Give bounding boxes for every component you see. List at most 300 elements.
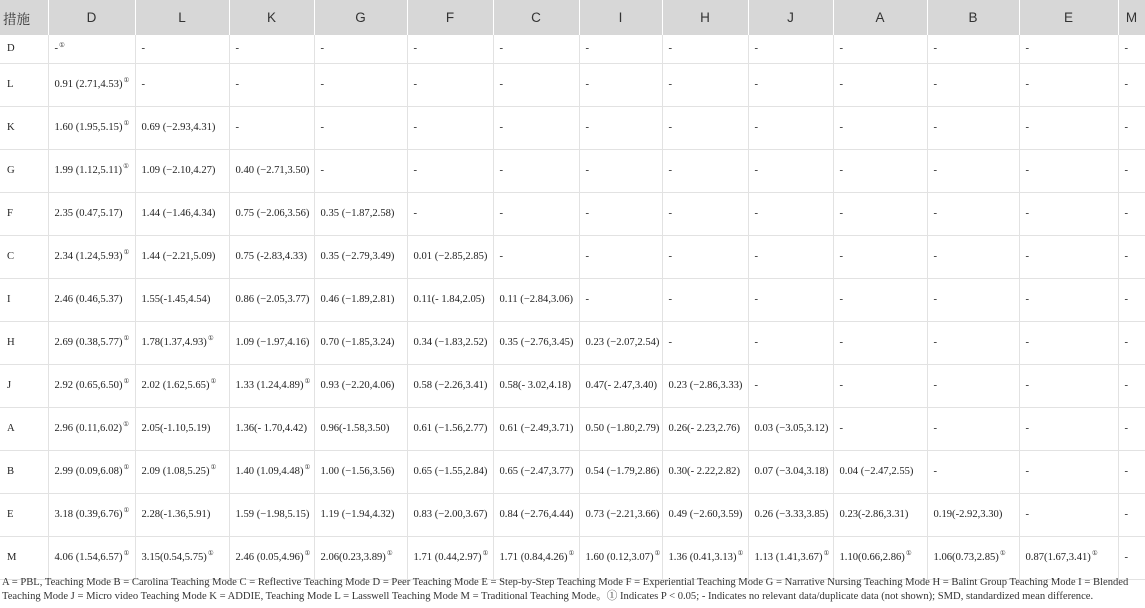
cell-value: - [1124,43,1129,55]
table-cell [1019,321,1118,364]
cell-value: 0.01 (−2.85,2.85) [413,251,488,262]
significance-marker: ① [210,464,217,472]
table-cell [662,278,748,321]
cell-value: 1.99 (1.12,5.11) [54,165,123,176]
table-cell [135,192,229,235]
table-row [0,493,1145,536]
significance-marker: ① [304,378,311,386]
row-label-a: A [0,407,48,450]
table-cell [407,493,493,536]
significance-marker: ① [737,550,744,558]
table-cell [662,149,748,192]
cell-value: - [839,122,844,133]
table-cell [1019,63,1118,106]
table-cell [662,493,748,536]
cell-value: - [1124,122,1129,133]
table-cell [1118,35,1145,63]
cell-value: 2.09 (1.08,5.25) [141,466,210,477]
table-cell [135,278,229,321]
header-col-b: B [927,0,1019,35]
table-cell [833,407,927,450]
significance-marker: ① [654,550,661,558]
cell-value: 0.11(- 1.84,2.05) [413,294,485,305]
row-label-f: F [0,192,48,235]
table-cell [48,321,135,364]
cell-value: 2.05(-1.10,5.19) [141,423,211,434]
cell-value: - [585,79,590,90]
table-cell [493,235,579,278]
table-cell [229,450,314,493]
cell-value: 1.36 (0.41,3.13) [668,552,737,563]
table-row [0,192,1145,235]
cell-value: 0.70 (−1.85,3.24) [320,337,395,348]
table-cell [135,149,229,192]
cell-value: - [668,43,673,55]
table-cell [662,106,748,149]
table-cell [662,364,748,407]
table-cell [748,450,833,493]
cell-value: - [413,122,418,133]
table-cell [927,450,1019,493]
cell-value: 2.69 (0.38,5.77) [54,337,123,348]
table-cell [48,536,135,579]
cell-value: - [668,165,673,176]
cell-value: - [413,208,418,219]
header-col-a: A [833,0,927,35]
table-cell [48,235,135,278]
cell-value: - [933,466,938,477]
cell-value: - [668,208,673,219]
table-row [0,35,1145,63]
table-cell [748,536,833,579]
table-cell [314,450,407,493]
table-cell [833,450,927,493]
cell-value: 4.06 (1.54,6.57) [54,552,123,563]
table-cell [314,321,407,364]
cell-value: - [1124,552,1129,563]
table-cell [1118,278,1145,321]
table-cell [229,536,314,579]
cell-value: 0.47(- 2.47,3.40) [585,380,657,391]
significance-marker: ① [123,464,130,472]
table-cell [229,106,314,149]
cell-value: - [1124,423,1129,434]
cell-value: - [668,337,673,348]
row-label-l: L [0,63,48,106]
table-row [0,536,1145,579]
significance-marker: ① [123,378,130,386]
table-cell [927,536,1019,579]
cell-value: 1.78(1.37,4.93) [141,337,207,348]
table-cell [927,63,1019,106]
significance-marker: ① [123,421,129,429]
table-cell [229,321,314,364]
table-cell [579,192,662,235]
table-cell [135,364,229,407]
cell-value: 0.35 (−2.79,3.49) [320,251,395,262]
table-cell [1118,106,1145,149]
table-cell [407,364,493,407]
cell-value: 1.06(0.73,2.85) [933,552,999,563]
cell-value: - [933,43,938,55]
table-row [0,364,1145,407]
table-cell [579,278,662,321]
table-cell [579,63,662,106]
cell-value: 0.34 (−1.83,2.52) [413,337,488,348]
cell-value: 0.04 (−2.47,2.55) [839,466,914,477]
cell-value: - [668,294,673,305]
cell-value: - [839,165,844,176]
cell-value: 0.93 (−2.20,4.06) [320,380,395,391]
table-cell [229,149,314,192]
row-label-h: H [0,321,48,364]
cell-value: 1.71 (0.44,2.97) [413,552,482,563]
table-cell [748,106,833,149]
header-col-f: F [407,0,493,35]
table-row [0,106,1145,149]
cell-value: - [1124,337,1129,348]
significance-marker: ① [123,507,130,515]
table-cell [1019,493,1118,536]
table-cell [927,149,1019,192]
table-cell [493,536,579,579]
cell-value: - [54,43,59,55]
table-cell [833,192,927,235]
table-cell [493,35,579,63]
table-cell [314,63,407,106]
cell-value: 0.50 (−1.80,2.79) [585,423,660,434]
table-cell [579,536,662,579]
cell-value: - [413,79,418,90]
table-cell [1019,536,1118,579]
cell-value: 1.10(0.66,2.86) [839,552,905,563]
cell-value: - [933,165,938,176]
table-cell [407,278,493,321]
table-cell [833,493,927,536]
cell-value: - [1124,466,1129,477]
cell-value: - [1124,79,1129,90]
cell-value: 1.09 (−2.10,4.27) [141,165,216,176]
table-cell [493,192,579,235]
table-cell [1019,364,1118,407]
table-cell [135,35,229,63]
table-cell [748,35,833,63]
cell-value: 2.02 (1.62,5.65) [141,380,210,391]
cell-value: 1.44 (−2.21,5.09) [141,251,216,262]
table-cell [927,35,1019,63]
table-cell [135,106,229,149]
cell-value: - [839,251,844,262]
table-cell [662,450,748,493]
table-cell [407,235,493,278]
cell-value: 1.59 (−1.98,5.15) [235,509,310,520]
cell-value: 3.18 (0.39,6.76) [54,509,123,520]
table-cell [927,192,1019,235]
table-cell [748,364,833,407]
cell-value: 2.96 (0.11,6.02) [54,423,123,434]
table-cell [833,106,927,149]
cell-value: 0.35 (−1.87,2.58) [320,208,395,219]
table-cell [229,192,314,235]
table-cell [748,407,833,450]
cell-value: 0.75 (-2.83,4.33) [235,251,307,262]
table-cell [833,536,927,579]
table-cell [579,149,662,192]
cell-value: 2.28(-1.36,5.91) [141,509,211,520]
table-cell [407,407,493,450]
table-footnote: A = PBL, Teaching Mode B = Carolina Teaching Mode C = Reflective Teaching Mode D = Peer Teaching Mode E = Step-by-Step Teaching Mode F = Experiential Teaching Mode G = Narrative Nursing Teaching Mode H = Balint Group Teaching Mode I = Blended Teaching Mode J = Micro video Teaching Mode K = ADDIE, Teaching Mode L = Lasswell Teaching Mode M = Traditional Teaching Mode。① Indicates P < 0.05; - Indicates no relevant data/duplicate data (not shown); SMD, standardized mean difference. [2,577,1129,602]
header-col-h: H [662,0,748,35]
header-col-m: M [1118,0,1145,35]
cell-value: - [585,294,590,305]
significance-marker: ① [823,550,830,558]
table-cell [927,106,1019,149]
cell-value: - [499,122,504,133]
header-col-j: J [748,0,833,35]
table-cell [1118,536,1145,579]
cell-value: 0.87(1.67,3.41) [1025,552,1091,563]
header-col-l: L [135,0,229,35]
table-cell [748,192,833,235]
cell-value: 0.73 (−2.21,3.66) [585,509,660,520]
header-measure: 措施 [0,0,48,35]
table-cell [1118,149,1145,192]
cell-value: - [1124,294,1129,305]
cell-value: - [413,43,418,55]
significance-marker: ① [123,249,130,257]
table-cell [927,235,1019,278]
cell-value: - [839,208,844,219]
table-body [0,35,1145,579]
cell-value: - [839,43,844,55]
table-cell [1019,106,1118,149]
table-cell [407,450,493,493]
cell-value: 2.35 (0.47,5.17) [54,208,123,219]
cell-value: - [754,43,759,55]
table-cell [579,493,662,536]
cell-value: - [933,208,938,219]
cell-value: - [585,165,590,176]
significance-marker: ① [207,550,214,558]
cell-value: - [933,380,938,391]
cell-value: 1.44 (−1.46,4.34) [141,208,216,219]
cell-value: - [1124,165,1129,176]
table-cell [927,364,1019,407]
table-cell [229,493,314,536]
table-cell [48,149,135,192]
table-cell [748,63,833,106]
cell-value: - [754,165,759,176]
table-cell [1019,35,1118,63]
cell-value: 0.61 (−2.49,3.71) [499,423,574,434]
header-col-g: G [314,0,407,35]
table-cell [229,35,314,63]
row-label-e: E [0,493,48,536]
cell-value: - [839,337,844,348]
table-cell [48,63,135,106]
significance-marker: ① [123,77,130,85]
header-col-d: D [48,0,135,35]
table-cell [493,321,579,364]
cell-value: 1.00 (−1.56,3.56) [320,466,395,477]
table-cell [493,106,579,149]
row-label-d: D [0,35,48,63]
significance-marker: ① [59,41,65,49]
table-cell [1019,149,1118,192]
cell-value: 0.69 (−2.93,4.31) [141,122,216,133]
table-cell [314,493,407,536]
cell-value: - [754,122,759,133]
significance-marker: ① [210,378,217,386]
cell-value: - [320,165,325,176]
table-cell [493,450,579,493]
cell-value: - [499,208,504,219]
table-cell [314,407,407,450]
row-label-i: I [0,278,48,321]
table-cell [662,35,748,63]
significance-marker: ① [304,550,311,558]
cell-value: - [1124,509,1129,520]
cell-value: - [754,337,759,348]
table-cell [1118,235,1145,278]
table-cell [314,536,407,579]
cell-value: 1.60 (0.12,3.07) [585,552,654,563]
table-cell [1019,235,1118,278]
table-row [0,278,1145,321]
table-cell [662,321,748,364]
table-cell [135,493,229,536]
cell-value: 0.23 (−2.07,2.54) [585,337,660,348]
cell-value: 1.55(-1.45,4.54) [141,294,211,305]
row-label-j: J [0,364,48,407]
cell-value: - [585,251,590,262]
significance-marker: ① [1091,550,1098,558]
table-cell [579,321,662,364]
cell-value: - [668,122,673,133]
table-cell [407,321,493,364]
table-cell [407,192,493,235]
cell-value: - [668,251,673,262]
cell-value: - [1025,380,1030,391]
table-cell [314,278,407,321]
cell-value: - [1124,380,1129,391]
cell-value: 0.11 (−2.84,3.06) [499,294,574,305]
cell-value: - [499,79,504,90]
table-cell [48,493,135,536]
table-cell [48,192,135,235]
table-cell [493,278,579,321]
table-cell [748,235,833,278]
cell-value: - [585,208,590,219]
table-cell [48,35,135,63]
table-cell [748,493,833,536]
cell-value: 0.84 (−2.76,4.44) [499,509,574,520]
table-cell [927,321,1019,364]
table-cell [662,235,748,278]
significance-marker: ① [905,550,912,558]
cell-value: 0.23 (−2.86,3.33) [668,380,743,391]
table-row [0,63,1145,106]
table-cell [407,106,493,149]
cell-value: - [933,294,938,305]
cell-value: 0.35 (−2.76,3.45) [499,337,574,348]
table-cell [493,407,579,450]
table-cell [1019,278,1118,321]
table-cell [748,149,833,192]
cell-value: 0.75 (−2.06,3.56) [235,208,310,219]
table-cell [48,407,135,450]
table-cell [1019,450,1118,493]
table-cell [579,235,662,278]
cell-value: - [754,251,759,262]
significance-marker: ① [568,550,575,558]
cell-value: - [499,251,504,262]
cell-value: 1.60 (1.95,5.15) [54,122,123,133]
cell-value: - [1025,165,1030,176]
cell-value: 0.96(-1.58,3.50) [320,423,390,434]
table-cell [229,364,314,407]
cell-value: 2.06(0.23,3.89) [320,552,386,563]
cell-value: 2.46 (0.46,5.37) [54,294,123,305]
cell-value: - [1124,208,1129,219]
cell-value: 1.71 (0.84,4.26) [499,552,568,563]
header-col-k: K [229,0,314,35]
cell-value: - [235,122,240,133]
cell-value: 0.30(- 2.22,2.82) [668,466,740,477]
table-cell [1118,493,1145,536]
cell-value: - [1025,208,1030,219]
cell-value: 2.99 (0.09,6.08) [54,466,123,477]
cell-value: 2.92 (0.65,6.50) [54,380,123,391]
table-cell [314,106,407,149]
significance-marker: ① [123,120,130,128]
cell-value: - [585,43,590,55]
cell-value: - [1025,509,1030,520]
table-cell [1118,192,1145,235]
cell-value: - [754,294,759,305]
row-label-k: K [0,106,48,149]
table-cell [48,450,135,493]
cell-value: 3.15(0.54,5.75) [141,552,207,563]
table-cell [314,235,407,278]
cell-value: - [839,79,844,90]
cell-value: 1.09 (−1.97,4.16) [235,337,310,348]
cell-value: - [933,423,938,434]
table-row [0,450,1145,493]
cell-value: - [413,165,418,176]
table-cell [493,493,579,536]
cell-value: - [933,79,938,90]
table-cell [662,536,748,579]
table-cell [407,536,493,579]
cell-value: 0.26(- 2.23,2.76) [668,423,740,434]
cell-value: - [320,79,325,90]
table-cell [1118,63,1145,106]
table-cell [314,364,407,407]
cell-value: 0.03 (−3.05,3.12) [754,423,829,434]
cell-value: 0.61 (−1.56,2.77) [413,423,488,434]
cell-value: - [754,380,759,391]
cell-value: 1.19 (−1.94,4.32) [320,509,395,520]
table-cell [1118,321,1145,364]
cell-value: 0.83 (−2.00,3.67) [413,509,488,520]
cell-value: 1.33 (1.24,4.89) [235,380,304,391]
cell-value: - [933,122,938,133]
cell-value: 0.58 (−2.26,3.41) [413,380,488,391]
cell-value: - [235,79,240,90]
table-cell [1019,192,1118,235]
cell-value: - [839,423,844,434]
